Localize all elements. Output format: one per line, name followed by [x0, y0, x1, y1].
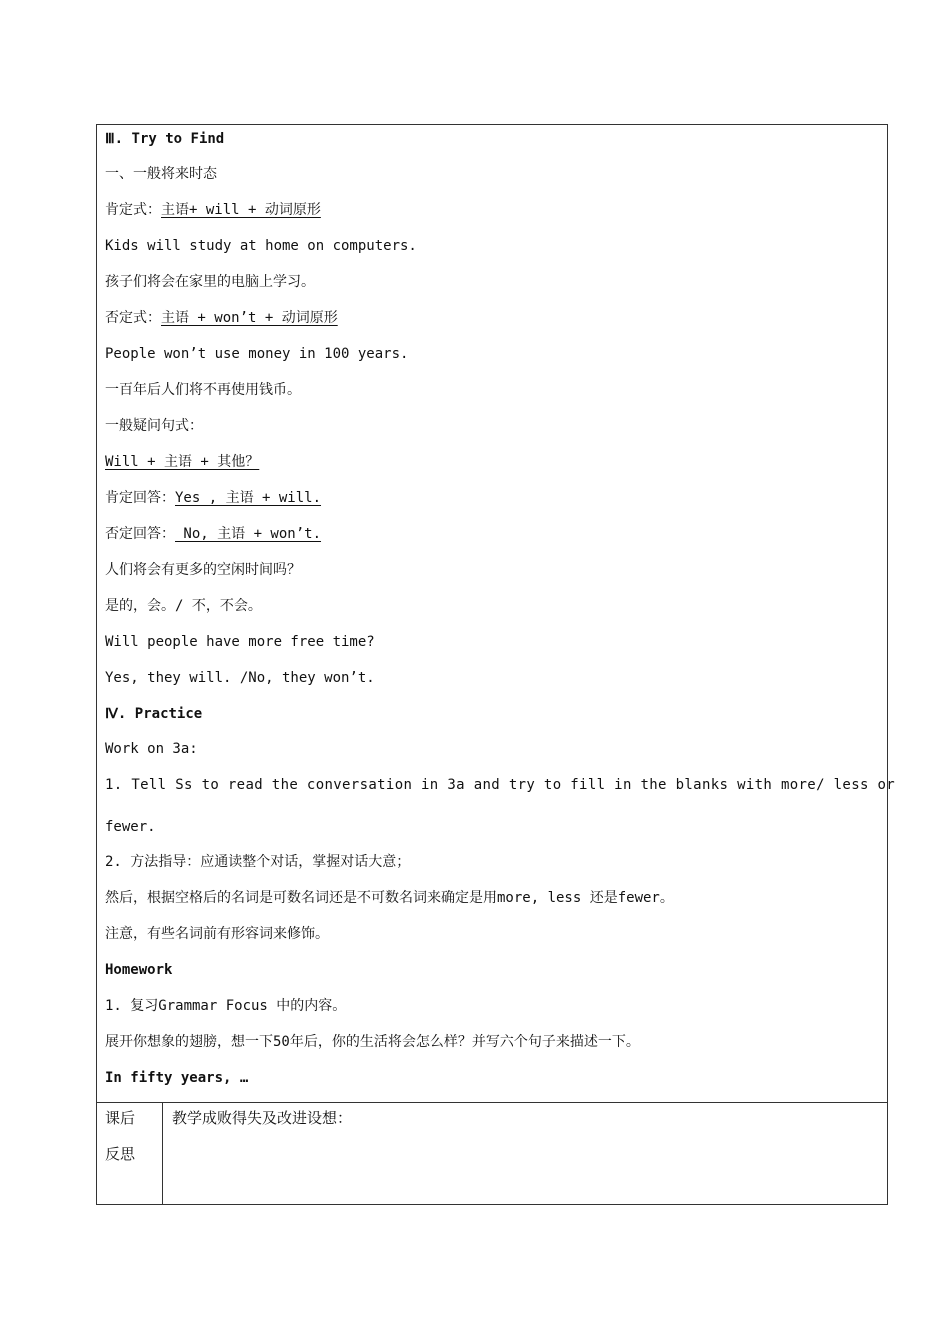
practice-step2-continued: 然后，根据空格后的名词是可数名词还是不可数名词来确定是用more, less 还是fewer。	[105, 890, 674, 906]
yes-form: Yes , 主语 + will.	[175, 490, 322, 506]
example3-chinese-answer: 是的，会。/ 不，不会。	[105, 598, 262, 614]
yes-answer-rule	[105, 488, 321, 508]
section-heading-try-to-find: Ⅲ. Try to Find	[105, 131, 225, 147]
section-heading-practice: Ⅳ. Practice	[105, 706, 203, 722]
affirmative-rule	[105, 200, 321, 220]
reflection-label-line1: 课后	[105, 1109, 136, 1127]
negative-rule	[105, 308, 338, 328]
negative-label: 否定式：	[105, 310, 161, 326]
reflection-label-line2: 反思	[105, 1145, 136, 1163]
practice-step2: 2. 方法指导：应通读整个对话，掌握对话大意；	[105, 854, 411, 870]
practice-note: 注意，有些名词前有形容词来修饰。	[105, 926, 329, 942]
reflection-text: 教学成败得失及改进设想：	[172, 1109, 353, 1127]
row-divider	[97, 1102, 887, 1103]
example2-chinese: 一百年后人们将不再使用钱币。	[105, 382, 301, 398]
question-label: 一般疑问句式：	[105, 418, 203, 434]
example3-english-question: Will people have more free time?	[105, 634, 375, 650]
content-cell	[97, 125, 896, 1102]
negative-form: 主语 + won’t + 动词原形	[161, 310, 338, 326]
no-label: 否定回答：	[105, 526, 175, 542]
homework-prompt: In fifty years, …	[105, 1070, 249, 1086]
work-on-label: Work on 3a:	[105, 741, 198, 757]
example2-english: People won’t use money in 100 years.	[105, 346, 409, 362]
homework-item2: 展开你想象的翅膀，想一下50年后，你的生活将会怎么样？并写六个句子来描述一下。	[105, 1034, 640, 1050]
no-form: No, 主语 + won’t.	[175, 526, 322, 542]
section-heading-homework: Homework	[105, 962, 173, 978]
example1-chinese: 孩子们将会在家里的电脑上学习。	[105, 274, 315, 290]
lesson-table	[96, 124, 896, 1205]
tense-heading: 一、一般将来时态	[105, 166, 217, 182]
practice-step1-line2: fewer.	[105, 819, 156, 835]
example3-english-answer: Yes, they will. /No, they won’t.	[105, 670, 375, 686]
example1-english: Kids will study at home on computers.	[105, 238, 417, 254]
yes-label: 肯定回答：	[105, 490, 175, 506]
column-divider	[162, 1102, 163, 1204]
example3-chinese-question: 人们将会有更多的空闲时间吗？	[105, 562, 301, 578]
practice-step1-line1: 1. Tell Ss to read the conversation in 3a and try to fill in the blanks with more/ less or	[105, 777, 896, 793]
homework-item1: 1. 复习Grammar Focus 中的内容。	[105, 998, 347, 1014]
no-answer-rule	[105, 524, 321, 544]
question-form: Will + 主语 + 其他？	[105, 454, 260, 470]
affirmative-label: 肯定式：	[105, 202, 161, 218]
affirmative-form: 主语+ will + 动词原形	[161, 202, 321, 218]
